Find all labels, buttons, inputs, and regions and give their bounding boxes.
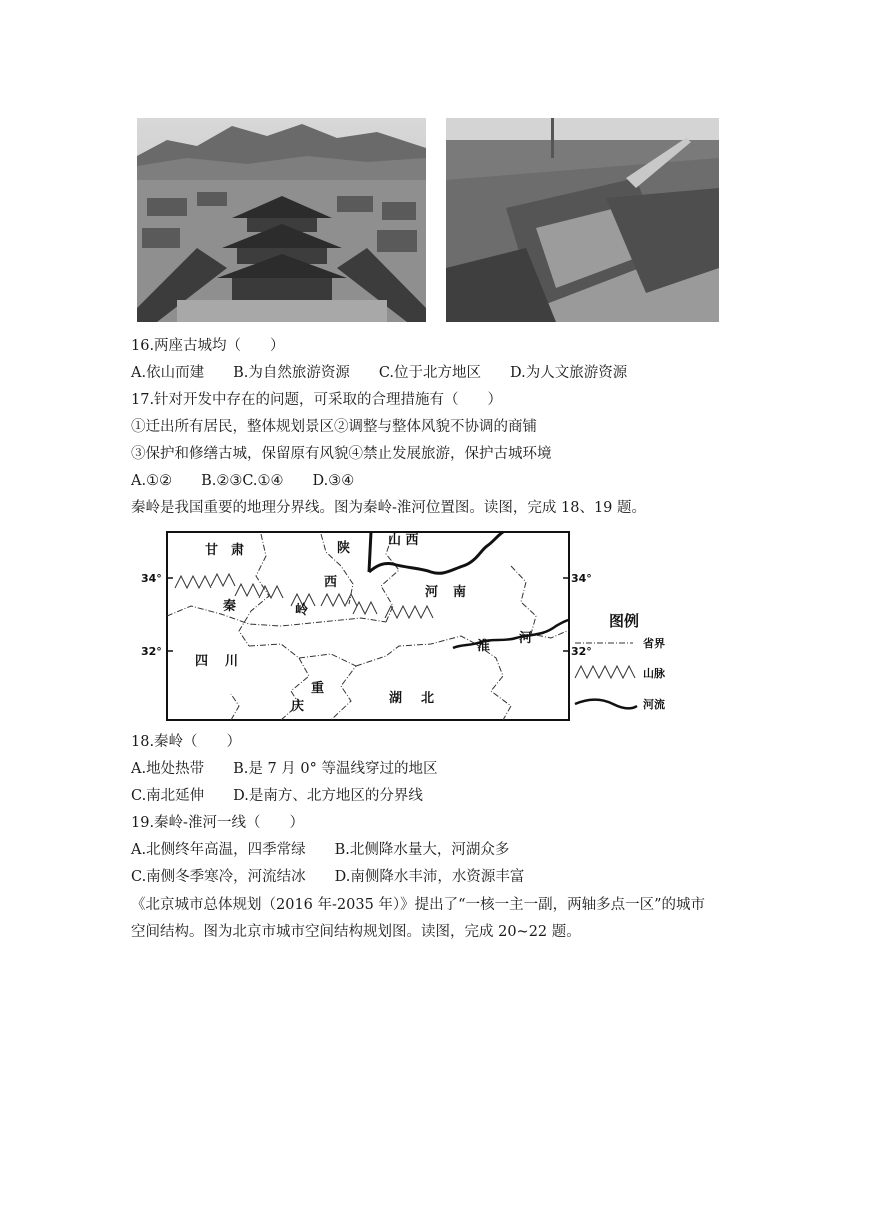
legend-title: 图例 xyxy=(609,612,640,630)
province-label-sichuan-1: 四 xyxy=(195,654,209,669)
question-17-statements-1: ①迁出所有居民，整体规划景区②调整与整体风貌不协调的商铺 xyxy=(131,419,537,435)
question-17-options: A.①② B.②③C.①④ D.③④ xyxy=(131,473,355,489)
legend-mountain-label: 山脉 xyxy=(643,667,665,680)
province-label-chongqing-2: 庆 xyxy=(291,699,305,714)
legend-mountain-symbol xyxy=(575,666,635,678)
legend-river-symbol xyxy=(575,700,637,709)
yellow-river-upper xyxy=(369,532,371,572)
question-17-stem: 17.针对开发中存在的问题，可采取的合理措施有（ ） xyxy=(131,392,503,408)
question-19-options-2: C.南侧冬季寒冷，河流结冰 D.南侧降水丰沛，水资源丰富 xyxy=(131,869,525,885)
ancient-town-photo-city-wall xyxy=(446,118,719,322)
qinling-intro-text: 秦岭是我国重要的地理分界线。图为秦岭-淮河位置图。读图，完成 18、19 题。 xyxy=(131,500,647,516)
latitude-34-left: 34° xyxy=(141,572,162,585)
province-label-gansu-1: 甘 xyxy=(205,543,219,558)
beijing-intro-line-1: 《北京城市总体规划（2016 年-2035 年）》提出了“一核一主一副，两轴多点一区”的城市 xyxy=(131,897,705,913)
province-label-hubei-2: 北 xyxy=(421,691,435,706)
qinling-huaihe-map xyxy=(131,526,691,726)
huai-label-2: 河 xyxy=(519,631,533,646)
question-16-stem: 16.两座古城均（ ） xyxy=(131,338,285,354)
question-18-options-2: C.南北延伸 D.是南方、北方地区的分界线 xyxy=(131,788,423,804)
question-19-options-1: A.北侧终年高温，四季常绿 B.北侧降水量大，河湖众多 xyxy=(131,842,510,858)
province-label-chongqing-1: 重 xyxy=(311,681,325,696)
question-18-options-1: A.地处热带 B.是 7 月 0° 等温线穿过的地区 xyxy=(131,761,438,777)
qinling-label-2: 岭 xyxy=(295,603,309,618)
province-label-sichuan-2: 川 xyxy=(225,654,239,669)
ancient-town-photo-mountains xyxy=(137,118,426,322)
huai-label-1: 淮 xyxy=(477,639,491,654)
legend-boundary-label: 省界 xyxy=(643,637,665,650)
latitude-34-right: 34° xyxy=(571,572,592,585)
latitude-32-right: 32° xyxy=(571,645,592,658)
province-label-hubei-1: 湖 xyxy=(389,691,403,706)
latitude-32-left: 32° xyxy=(141,645,162,658)
question-16-options: A.依山而建 B.为自然旅游资源 C.位于北方地区 D.为人文旅游资源 xyxy=(131,365,628,381)
map-frame xyxy=(167,532,569,720)
map-legend xyxy=(575,612,666,711)
province-label-gansu-2: 肃 xyxy=(231,543,245,558)
province-label-henan-1: 河 xyxy=(425,585,439,600)
question-18-stem: 18.秦岭（ ） xyxy=(131,734,242,750)
legend-river-label: 河流 xyxy=(643,698,665,711)
question-17-statements-2: ③保护和修缮古城，保留原有风貌④禁止发展旅游，保护古城环境 xyxy=(131,446,552,462)
qinling-label-1: 秦 xyxy=(223,599,237,614)
province-label-shaanxi-1: 陕 xyxy=(337,541,351,556)
question-19-stem: 19.秦岭-淮河一线（ ） xyxy=(131,815,304,831)
province-label-henan-2: 南 xyxy=(453,585,467,600)
province-label-shanxi: 山 西 xyxy=(388,533,419,548)
province-label-shaanxi-2: 西 xyxy=(324,575,338,590)
beijing-intro-line-2: 空间结构。图为北京市城市空间结构规划图。读图，完成 20~22 题。 xyxy=(131,924,581,940)
